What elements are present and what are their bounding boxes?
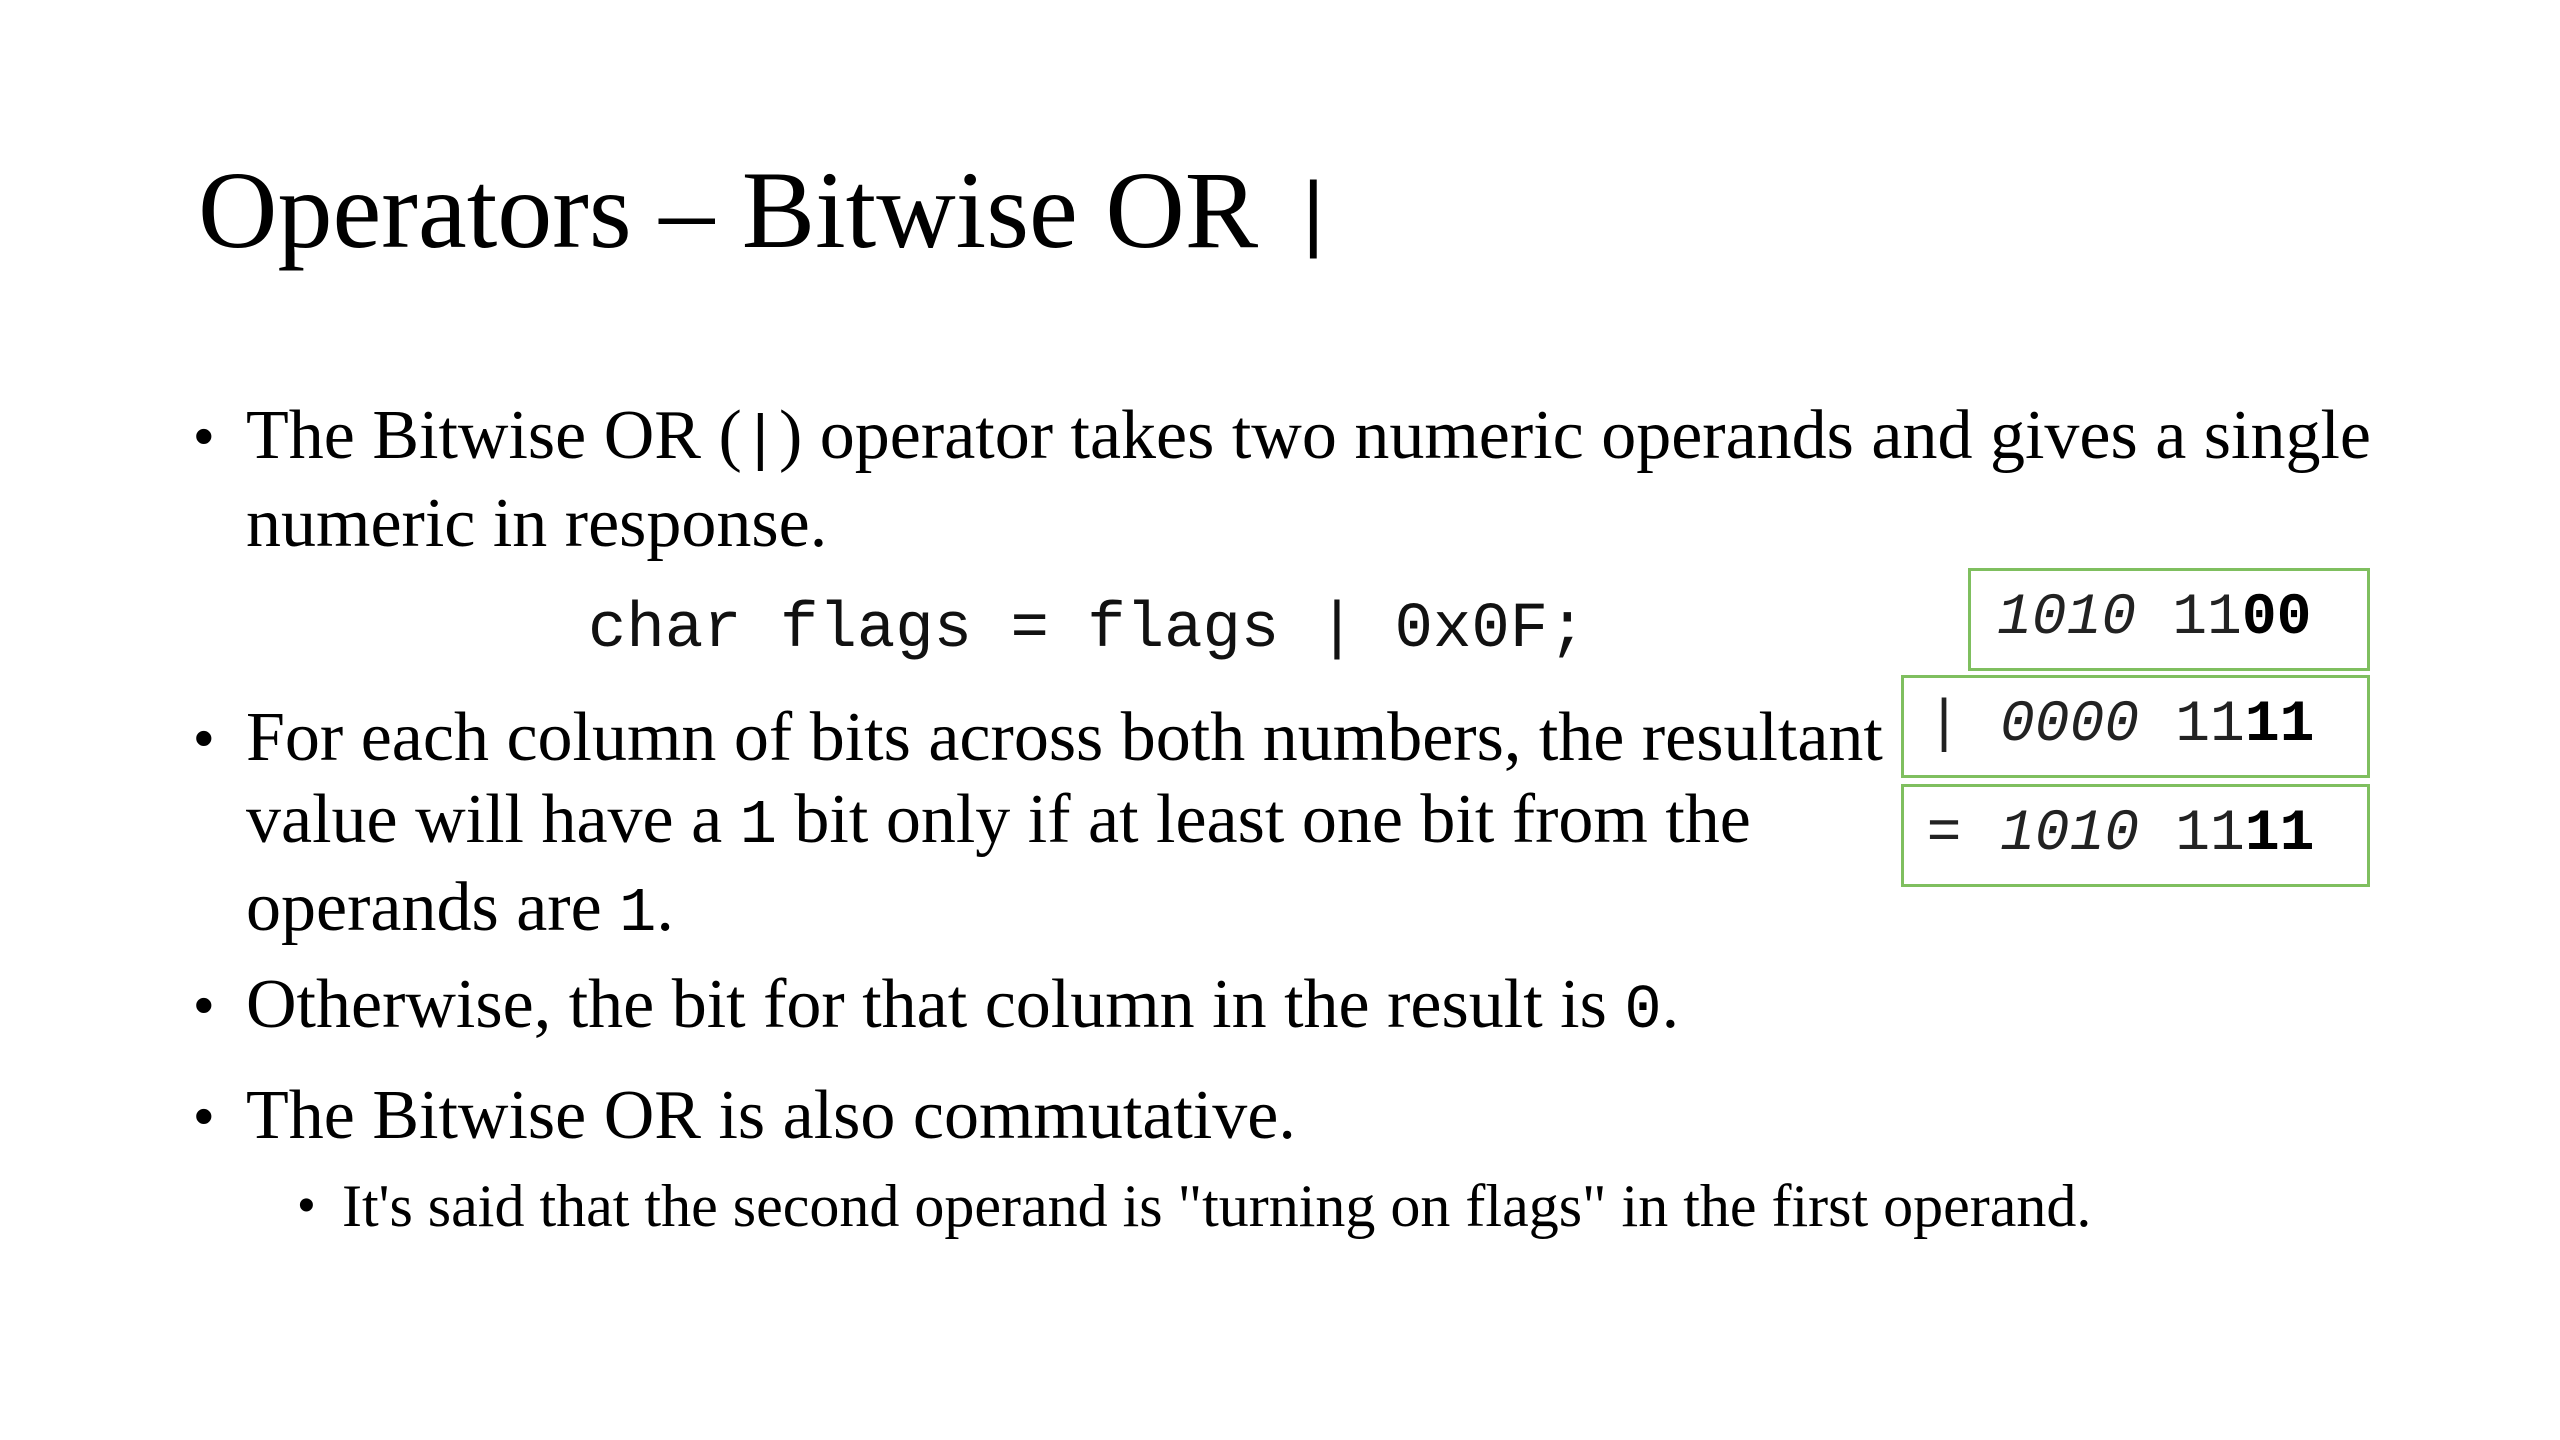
bullet-dot: • (194, 404, 214, 467)
sub-bullet-item-1 (298, 1170, 2242, 1242)
bit-row-1-low-bold: 00 (2241, 586, 2312, 651)
code-example: char flags = flags | 0x0F; (588, 594, 1587, 666)
bit-row-2-low-plain: 11 (2175, 693, 2245, 758)
bullet-item-3 (194, 964, 2246, 1052)
bit-row-3-operator: = (1926, 802, 1962, 867)
bullet-2-one: 1 (739, 790, 777, 861)
bullet-item-2 (194, 697, 1886, 955)
bullet-2-one-again: 1 (619, 878, 657, 949)
slide-title-text: Operators – Bitwise OR (198, 149, 1259, 271)
bullet-4-text: The Bitwise OR is also commutative. (246, 1077, 1296, 1154)
bit-row-3-low-plain: 11 (2175, 802, 2245, 867)
bullet-3-text-before: Otherwise, the bit for that column in the result is (246, 966, 1625, 1043)
bit-row-3-high-nibble: 1010 (2000, 802, 2140, 867)
bullet-item-4 (194, 1075, 2246, 1157)
bullet-dot: • (194, 973, 214, 1036)
bit-row-1-low-plain: 11 (2172, 586, 2242, 651)
bullet-2-text-before: For each column of bits across both numbers, the resultant value will have a (246, 699, 1883, 858)
bullet-3-text-end: . (1661, 966, 1680, 1043)
sub-bullet-dot: • (298, 1179, 315, 1232)
bullet-item-1 (194, 395, 2386, 565)
bullet-2-text-end: . (656, 869, 674, 946)
bullet-1-text-before: The Bitwise OR ( (246, 397, 742, 474)
bit-row-result (1901, 784, 2370, 887)
bullet-3-zero: 0 (1624, 975, 1662, 1046)
sub-bullet-1-text: It's said that the second operand is "turning on flags" in the first operand. (342, 1173, 2092, 1239)
bullet-2-text-mid: bit only if at least one bit from the operands are (246, 781, 1751, 946)
bit-row-3-low-bold: 11 (2244, 802, 2315, 867)
bullet-1-text-after: ) operator takes two numeric operands and gives a single numeric in response. (246, 397, 2371, 562)
bit-row-2-low-bold: 11 (2244, 693, 2315, 758)
bullet-1-operator: | (741, 406, 779, 477)
bit-row-2-operator: | (1926, 693, 1962, 758)
bit-row-operand-1 (1968, 568, 2370, 671)
bit-row-operand-2 (1901, 675, 2370, 778)
bullet-dot: • (194, 706, 214, 769)
title-operator-symbol: | (1288, 172, 1339, 267)
bit-row-1-high-nibble: 1010 (1997, 586, 2137, 651)
bullet-dot: • (194, 1084, 214, 1147)
slide-title (198, 140, 1339, 290)
bit-row-2-high-nibble: 0000 (2000, 693, 2140, 758)
